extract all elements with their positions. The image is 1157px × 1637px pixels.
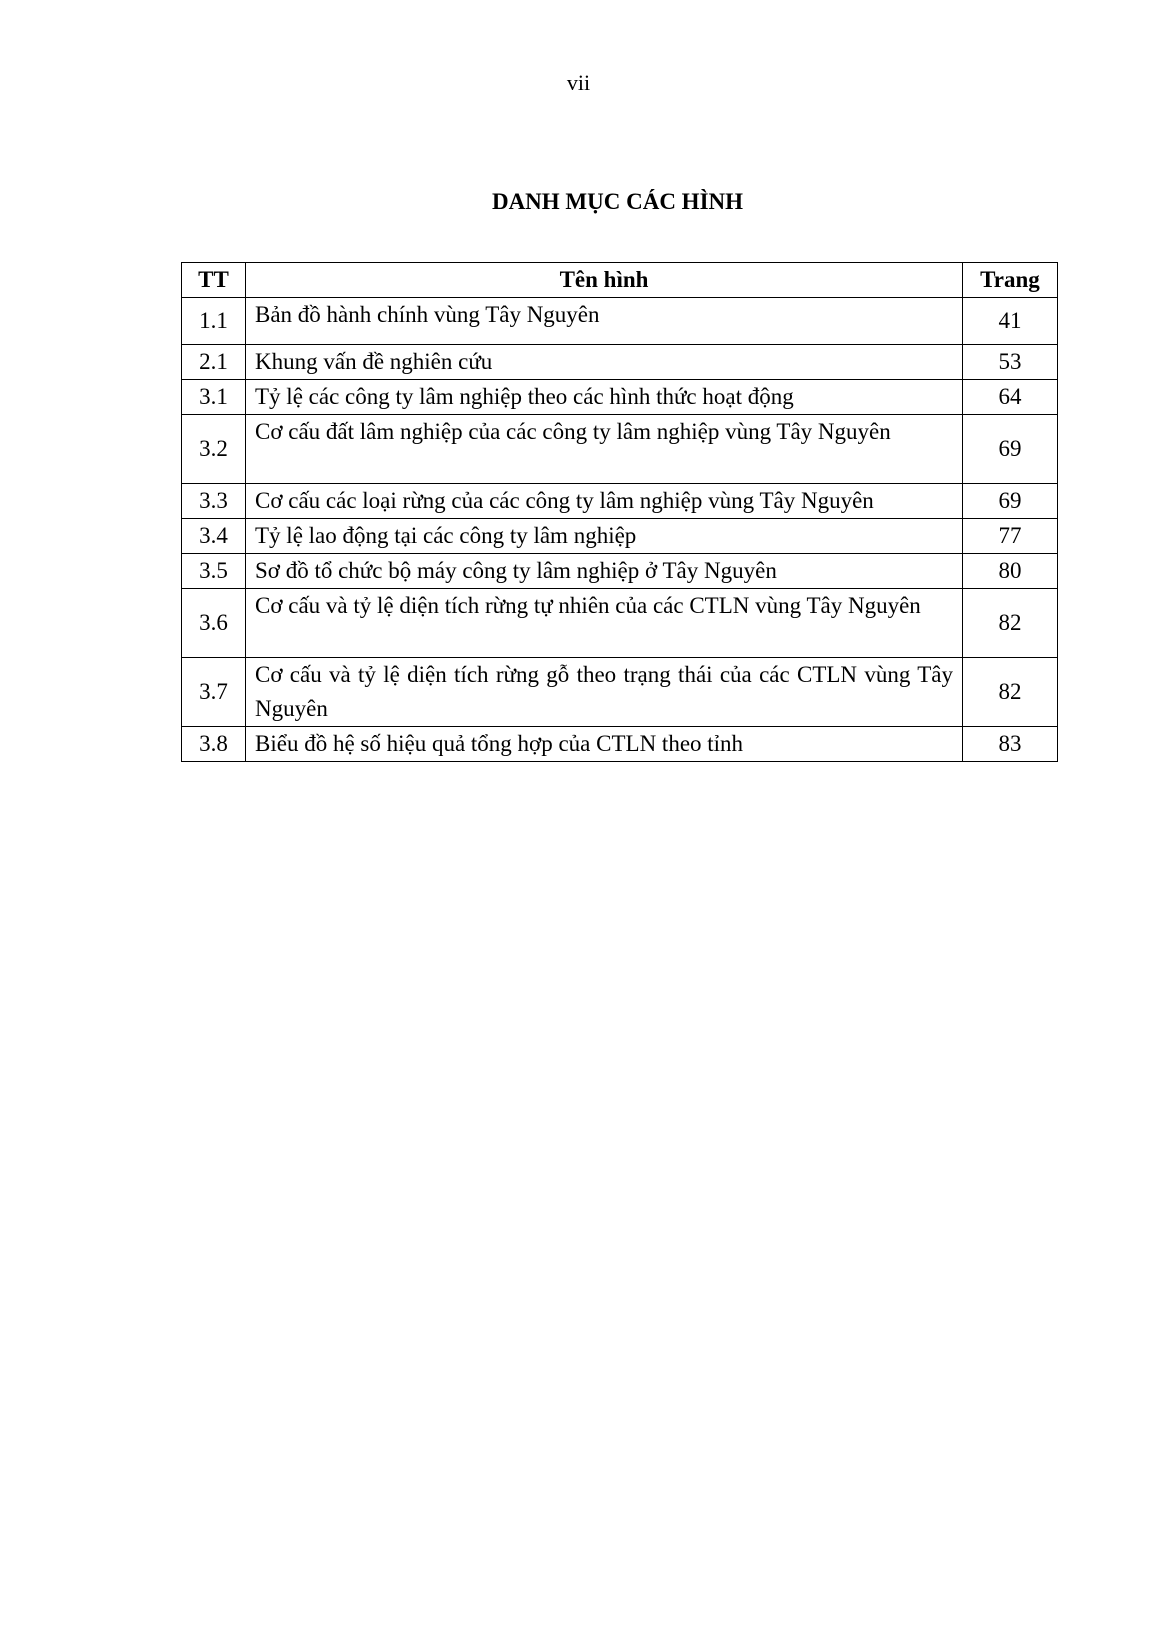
row-number: 2.1: [182, 345, 246, 380]
row-number: 1.1: [182, 298, 246, 345]
table-row: [182, 415, 1058, 484]
table-header-row: [182, 263, 1058, 298]
header-page: Trang: [963, 263, 1058, 298]
table-row: [182, 727, 1058, 762]
table-row: [182, 658, 1058, 727]
figure-name: Khung vấn đề nghiên cứu: [246, 345, 963, 380]
table-row: [182, 298, 1058, 345]
row-number: 3.3: [182, 484, 246, 519]
table-row: [182, 345, 1058, 380]
table-row: [182, 519, 1058, 554]
figure-name: Biểu đồ hệ số hiệu quả tổng hợp của CTLN theo tỉnh: [246, 727, 963, 762]
page-ref: 69: [963, 484, 1058, 519]
page-ref: 53: [963, 345, 1058, 380]
page-ref: 80: [963, 554, 1058, 589]
page-ref: 41: [963, 298, 1058, 345]
row-number: 3.4: [182, 519, 246, 554]
figure-name: Bản đồ hành chính vùng Tây Nguyên: [246, 298, 963, 345]
table-row: [182, 589, 1058, 658]
figure-name: Sơ đồ tổ chức bộ máy công ty lâm nghiệp ở Tây Nguyên: [246, 554, 963, 589]
page-ref: 69: [963, 415, 1058, 484]
page-ref: 82: [963, 589, 1058, 658]
row-number: 3.8: [182, 727, 246, 762]
row-number: 3.6: [182, 589, 246, 658]
page-number: vii: [566, 70, 591, 95]
header-figure-name: Tên hình: [246, 263, 963, 298]
page-ref: 83: [963, 727, 1058, 762]
row-number: 3.7: [182, 658, 246, 727]
table-row: [182, 554, 1058, 589]
table-row: [182, 380, 1058, 415]
figure-name: Tỷ lệ lao động tại các công ty lâm nghiệp: [246, 519, 963, 554]
page-ref: 82: [963, 658, 1058, 727]
page-ref: 64: [963, 380, 1058, 415]
figure-name: Cơ cấu các loại rừng của các công ty lâm nghiệp vùng Tây Nguyên: [246, 484, 963, 519]
table-row: [182, 484, 1058, 519]
figure-name: Cơ cấu đất lâm nghiệp của các công ty lâm nghiệp vùng Tây Nguyên: [246, 415, 963, 484]
row-number: 3.5: [182, 554, 246, 589]
page-ref: 77: [963, 519, 1058, 554]
figure-name: Cơ cấu và tỷ lệ diện tích rừng tự nhiên của các CTLN vùng Tây Nguyên: [246, 589, 963, 658]
figure-name: Cơ cấu và tỷ lệ diện tích rừng gỗ theo trạng thái của các CTLN vùng Tây Nguyên: [246, 658, 963, 727]
header-tt: TT: [182, 263, 246, 298]
page-title: DANH MỤC CÁC HÌNH: [491, 189, 744, 214]
figure-list-table: [181, 262, 1058, 762]
row-number: 3.2: [182, 415, 246, 484]
figure-name: Tỷ lệ các công ty lâm nghiệp theo các hình thức hoạt động: [246, 380, 963, 415]
row-number: 3.1: [182, 380, 246, 415]
